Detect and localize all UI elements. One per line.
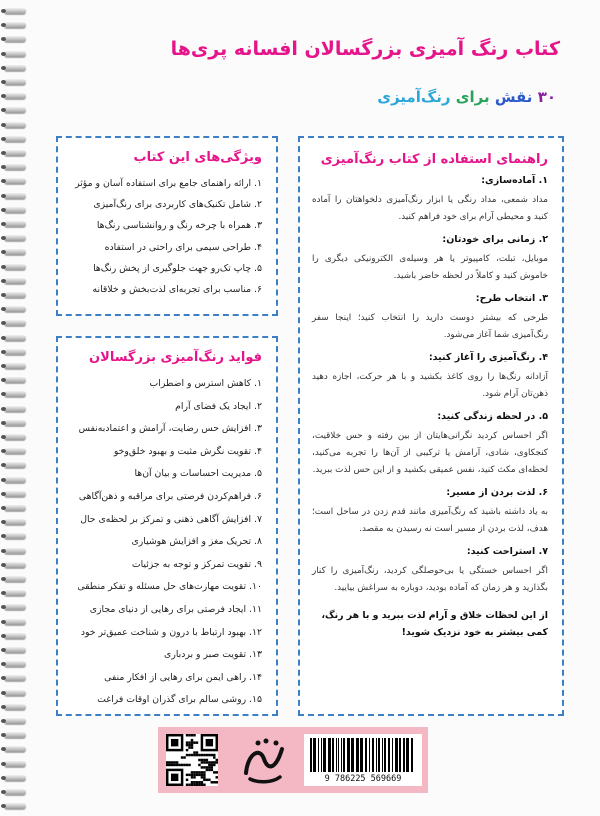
spiral-ring	[4, 377, 26, 383]
book-subtitle	[156, 88, 556, 106]
guide-step-heading: ۱. آماده‌سازی:	[481, 175, 548, 186]
spiral-ring	[4, 150, 26, 156]
guide-step-heading: ۷. استراحت کنید:	[466, 546, 548, 557]
spiral-ring	[4, 704, 26, 710]
spiral-ring	[4, 249, 26, 255]
spiral-ring	[4, 789, 26, 795]
spiral-ring	[4, 264, 26, 270]
spiral-ring	[4, 36, 26, 42]
list-item: ۱۳. تقویت صبر و بردباری	[164, 649, 262, 661]
guide-step-text: اگر احساس خستگی یا بی‌حوصلگی کردید، رنگ‌آمیزی را کنار بگذارید و هر زمان که آماده بودید، دوباره به سراغش بیایید.	[312, 566, 548, 593]
list-item: ۷. افزایش آگاهی ذهنی و تمرکز بر لحظه‌ی حال	[80, 513, 262, 525]
spiral-ring	[4, 562, 26, 568]
guide-step-text: طرحی که بیشتر دوست دارید را انتخاب کنید؛ اینجا سفر رنگ‌آمیزی شما آغاز می‌شود.	[312, 313, 548, 340]
guide-step-heading: ۲. زمانی برای خودتان:	[442, 234, 548, 245]
subtitle-word-1: نقش	[494, 88, 533, 106]
spiral-ring	[4, 51, 26, 57]
guide-step-heading: ۶. لذت بردن از مسیر:	[446, 487, 548, 498]
isbn-barcode	[304, 734, 422, 786]
spiral-ring	[4, 619, 26, 625]
spiral-ring	[4, 164, 26, 170]
spiral-ring	[4, 93, 26, 99]
spiral-ring	[4, 278, 26, 284]
list-item: ۱. کاهش استرس و اضطراب	[149, 378, 262, 389]
spiral-ring	[4, 732, 26, 738]
spiral-ring	[4, 519, 26, 525]
list-item: ۶. مناسب برای تجربه‌ای لذت‌بخش و خلاقانه	[92, 284, 262, 296]
spiral-ring	[4, 22, 26, 28]
features-list	[58, 173, 276, 300]
benefits-box	[56, 336, 278, 716]
guide-box	[298, 136, 564, 716]
list-item: ۳. افزایش حس رضایت، آرامش و اعتماد‌به‌نفس	[78, 423, 262, 435]
spiral-ring	[4, 349, 26, 355]
spiral-ring	[4, 604, 26, 610]
spiral-ring	[4, 775, 26, 781]
guide-step-text: آزادانه رنگ‌ها را روی کاغذ بکشید و با هر حرکت، اجازه دهید ذهن‌تان آرام شود.	[312, 372, 548, 399]
spiral-ring	[4, 207, 26, 213]
subtitle-number: ۳۰	[537, 88, 556, 106]
list-item: ۱۵. روشی سالم برای گذران اوقات فراغت	[97, 694, 262, 706]
list-item: ۱۴. راهی ایمن برای رهایی از افکار منفی	[104, 671, 262, 683]
spiral-ring	[4, 477, 26, 483]
spiral-ring	[4, 590, 26, 596]
guide-step-heading: ۳. انتخاب طرح:	[475, 293, 548, 304]
isbn-number: 9 786225 569669	[324, 774, 402, 784]
list-item: ۵. چاپ تک‌رو جهت جلوگیری از پخش رنگ‌ها	[93, 262, 262, 274]
benefits-list	[58, 373, 276, 712]
spiral-ring	[4, 65, 26, 71]
guide-step-heading: ۴. رنگ‌آمیزی را آغاز کنید:	[428, 352, 548, 363]
spiral-ring	[4, 761, 26, 767]
list-item: ۵. مدیریت احساسات و بیان آن‌ها	[134, 468, 262, 480]
guide-step-text: موبایل، تبلت، کامپیوتر یا هر وسیله‌ی الکترونیکی دیگری را خاموش کنید و کاملاً در لحظه حاضر باشید.	[312, 254, 548, 281]
publisher-logo	[238, 733, 290, 787]
list-item: ۲. شامل تکنیک‌های کاربردی برای رنگ‌آمیزی	[93, 199, 262, 211]
features-title: ویژگی‌های این کتاب	[133, 150, 262, 165]
spiral-ring	[4, 661, 26, 667]
spiral-ring	[4, 306, 26, 312]
spiral-ring	[4, 221, 26, 227]
features-box	[56, 136, 278, 316]
spiral-ring	[4, 292, 26, 298]
spiral-ring	[4, 320, 26, 326]
guide-step-heading: ۵. در لحظه زندگی کنید:	[437, 411, 548, 422]
benefits-title: فواید رنگ‌آمیزی بزرگسالان	[89, 350, 262, 365]
guide-closing: از این لحظات خلاق و آرام لذت ببرید و با هر رنگ، کمی بیشتر به خود نزدیک شوید!	[321, 610, 548, 638]
spiral-binding	[0, 0, 30, 816]
spiral-ring	[4, 178, 26, 184]
spiral-ring	[4, 136, 26, 142]
list-item: ۸. تحریک مغز و افزایش هوشیاری	[131, 536, 262, 548]
list-item: ۲. ایجاد یک فضای آرام	[175, 400, 262, 412]
guide-step-text: به یاد داشته باشید که رنگ‌آمیزی مانند قدم زدن در ساحل است؛ هدف، لذت بردن از مسیر است نه رسیدن به مقصد.	[312, 507, 548, 534]
barcode-graphic	[310, 738, 416, 772]
qr-code	[166, 734, 218, 786]
list-item: ۱۰. تقویت مهارت‌های حل مسئله و تفکر منطقی	[77, 581, 262, 593]
spiral-ring	[4, 462, 26, 468]
spiral-ring	[4, 107, 26, 113]
subtitle-word-2: برای	[455, 88, 490, 106]
spiral-ring	[4, 746, 26, 752]
spiral-ring	[4, 533, 26, 539]
guide-title: راهنمای استفاده از کتاب رنگ‌آمیزی	[320, 152, 548, 167]
spiral-ring	[4, 505, 26, 511]
spiral-ring	[4, 363, 26, 369]
spiral-ring	[4, 675, 26, 681]
subtitle-word-3: رنگ‌آمیزی	[377, 88, 451, 106]
list-item: ۱۱. ایجاد فرصتی برای رهایی از دنیای مجازی	[89, 603, 262, 615]
spiral-ring	[4, 406, 26, 412]
list-item: ۴. تقویت نگرش مثبت و بهبود خلق‌وخو	[113, 445, 262, 457]
guide-step-text: اگر احساس کردید نگرانی‌هایتان از بین رفته و حس خلاقیت، کنجکاوی، شادی، آرامش یا ترکیبی از آن‌ها را تجربه می‌کنید، لحظه‌ای مکث کنید، نفس عمیقی بکشید و از این حس لذت ببرید.	[312, 431, 548, 475]
list-item: ۴. طراحی سیمی برای راحتی در استفاده	[104, 241, 262, 253]
spiral-ring	[4, 803, 26, 809]
qr-code-graphic	[166, 734, 218, 786]
spiral-ring	[4, 235, 26, 241]
spiral-ring	[4, 8, 26, 14]
spiral-ring	[4, 448, 26, 454]
spiral-ring	[4, 335, 26, 341]
book-title: کتاب رنگ آمیزی بزرگسالان افسانه پری‌ها	[170, 38, 560, 60]
list-item: ۳. همراه با چرخه رنگ و روانشناسی رنگ‌ها	[96, 220, 262, 232]
spiral-ring	[4, 434, 26, 440]
guide-body	[300, 175, 562, 641]
guide-step-text: مداد شمعی، مداد رنگی یا ابزار رنگ‌آمیزی دلخواهتان را آماده کنید و محیطی آرام برای خود فراهم کنید.	[312, 195, 548, 222]
list-item: ۱۲. بهبود ارتباط با درون و شناخت عمیق‌تر خود	[80, 626, 262, 638]
spiral-ring	[4, 491, 26, 497]
spiral-ring	[4, 79, 26, 85]
spiral-ring	[4, 548, 26, 554]
spiral-ring	[4, 690, 26, 696]
list-item: ۶. فراهم‌کردن فرصتی برای مراقبه و ذهن‌آگاهی	[78, 490, 262, 502]
spiral-ring	[4, 420, 26, 426]
spiral-ring	[4, 193, 26, 199]
spiral-ring	[4, 718, 26, 724]
list-item: ۱. ارائه راهنمای جامع برای استفاده آسان و مؤثر	[75, 178, 262, 189]
list-item: ۹. تقویت تمرکز و توجه به جزئیات	[131, 558, 262, 570]
publisher-logo-graphic	[238, 733, 290, 787]
spiral-ring	[4, 647, 26, 653]
spiral-ring	[4, 391, 26, 397]
spiral-ring	[4, 633, 26, 639]
spiral-ring	[4, 122, 26, 128]
spiral-ring	[4, 576, 26, 582]
